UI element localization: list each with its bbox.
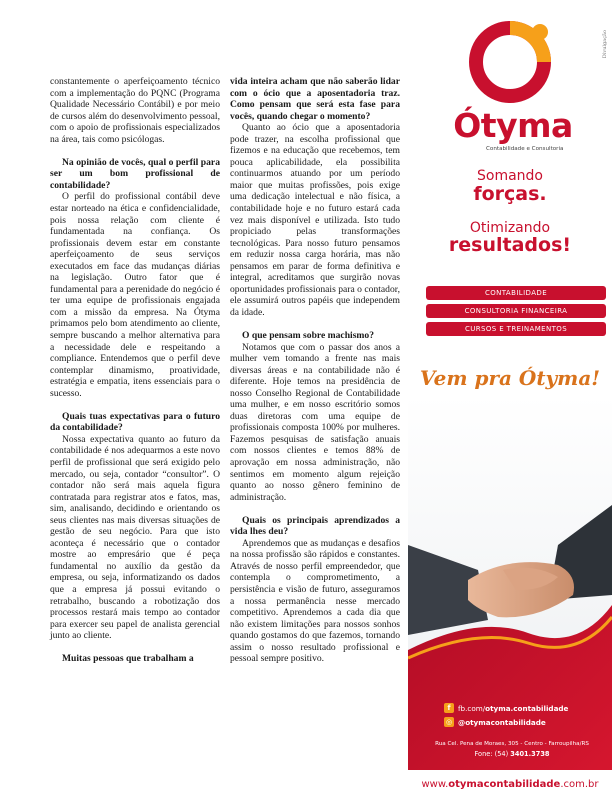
article-column-left	[50, 76, 220, 665]
slogan-line-1: Somando	[477, 168, 543, 184]
phone: Fone: (54) 3401.3738	[474, 750, 550, 758]
call-to-action: Vem pra Ótyma!	[419, 366, 601, 390]
right-question-4: Quais os principais aprendizados a vida lhes deu?	[230, 514, 400, 538]
right-paragraph-1: Quanto ao ócio que a aposentadoria pode trazer, na escolha profissional que fizemos e na educação que recebemos, tem pouca aplicabilidade, ela possibilita continuarmos atuando por um período maior que muitas profissões, pois exige uma dedicação intelectual e não física, a contabilidade hoje e no futuro estará cada vez mais disponível e utilizada. Isto tudo propiciado pelas transformações tecnológicas. Para nosso futuro pensamos em reduzir nossa carga horária, mas não pensamos em parar de forma definitiva e integral, acreditamos que surgirão novas oportunidades profissionais para o contador, ele assumirá outros papéis que independem da idade.	[230, 122, 400, 318]
handshake-photo	[408, 395, 612, 695]
slogan-line-3: Otimizando	[469, 220, 551, 236]
brand-name: Ótyma	[453, 106, 573, 145]
photo-credit: Divulgação	[602, 30, 608, 59]
otyma-logo	[428, 18, 598, 152]
left-question-1: Na opinião de vocês, qual o perfil para ser um bom profissional de contabilidade?	[50, 156, 220, 191]
instagram-icon: ◎	[445, 718, 453, 726]
address: Rua Cel. Pena de Moraes, 305 - Centro - Farroupilha/RS	[435, 741, 589, 747]
service-consultoria: CONSULTORIA FINANCEIRA	[426, 304, 606, 318]
facebook-icon: f	[444, 703, 454, 713]
article-column-right	[230, 76, 400, 665]
left-paragraph-0: constantemente o aperfeiçoamento técnico com a implementação do PQNC (Programa Qualidade Necessário Contábil) e por meio de cursos além do desenvolvimento pessoal, com o apoio de profissionais especializados na área, tais como psicólogas.	[50, 76, 220, 145]
instagram-link[interactable]	[444, 716, 546, 728]
facebook-text: fb.com/otyma.contabilidade	[458, 703, 569, 713]
article	[50, 76, 404, 796]
website-link[interactable]: www.otymacontabilidade.com.br	[421, 779, 599, 790]
brand-subtitle: Contabilidade e Consultoria	[486, 146, 564, 152]
facebook-link[interactable]	[444, 702, 568, 714]
advertisement	[408, 0, 612, 801]
left-paragraph-4: Nossa expectativa quanto ao futuro da contabilidade é nos adequarmos a este novo perfil de profissional que será exigido pelo mercado, ou seja, contador “consultor”. O contador não será mais aquela figura contratada para registrar atos e fatos, mas, sim, analisando, decidindo e orientando os seus clientes nas mais diversas situações de gestão de seu negócio. Para que isto aconteça é necessário que o contador mostre ao empresário que é peça fundamental no auxílio da gestão da empresa, ou seja, informatizando os dados que a empresa já possui evitando o retrabalho, buscando a robotização dos processos restará mais tempo ao contador para exercer seu papel de analista gerencial junto ao cliente.	[50, 433, 220, 642]
slogan-line-4: resultados!	[448, 234, 572, 256]
right-question-continuation: vida inteira acham que não saberão lidar com o ócio que a aposentadoria traz. Como pensam que será esta fase para vocês, quando chegar o momento?	[230, 76, 400, 122]
service-contabilidade: CONTABILIDADE	[426, 286, 606, 300]
right-paragraph-5: Aprendemos que as mudanças e desafios na nossa profissão são rápidos e constantes. Através de nosso perfil empreendedor, que contempla o comprometimento, a persistência e visão de futuro, asseguramos a nossa permanência nesse mercado competitivo. Aprendemos a cada dia que não existem limitações para nossos sonhos quando gostamos do que fazemos, tornando assim o nosso resultado profissional e pessoal sempre positivo.	[230, 537, 400, 665]
instagram-text: @otymacontabilidade	[458, 717, 546, 727]
left-paragraph-2: O perfil do profissional contábil deve estar norteado na ética e confidencialidade, pois nossa relação com cliente é fundamentada na confiança. Os profissionais devem estar em constante aperfeiçoamento de seus serviços executados em face das mudanças diárias na legislação. Outro fator que é fundamental para a perenidade do negócio é ter uma equipe de profissionais engajada com a missão da empresa. Na Ótyma primamos pelo bom atendimento ao cliente, sempre buscando a melhor alternativa para a necessidade dele e respeitando a compliance. Entendemos que o perfil deve contemplar dinamismo, proatividade, estratégia e empatia, itens essenciais para o sucesso.	[50, 191, 220, 399]
right-question-2: O que pensam sobre machismo?	[242, 329, 375, 341]
slogan-line-2: forças.	[473, 183, 547, 205]
left-question-3: Quais tuas expectativas para o futuro da contabilidade?	[50, 410, 220, 434]
service-cursos: CURSOS E TREINAMENTOS	[426, 322, 606, 336]
left-question-5: Muitas pessoas que trabalham a	[62, 653, 194, 665]
right-paragraph-3: Notamos que com o passar dos anos a mulher vem tomando a frente nas mais diversas áreas e na contabilidade não é diferente. Hoje temos na presidência de nosso Conselho Regional de Contabilidade uma mulher, e em nosso escritório somos duas diretoras com uma equipe de profissionais composta 100% por mulheres. Fazemos pesquisas de satisfação anuais com nossos clientes e temos 88% de aprovação em nossa administração, não sentimos em momento algum rejeição quanto ao nosso gênero feminino de administração.	[230, 341, 400, 503]
logo-ring-icon	[466, 18, 558, 110]
